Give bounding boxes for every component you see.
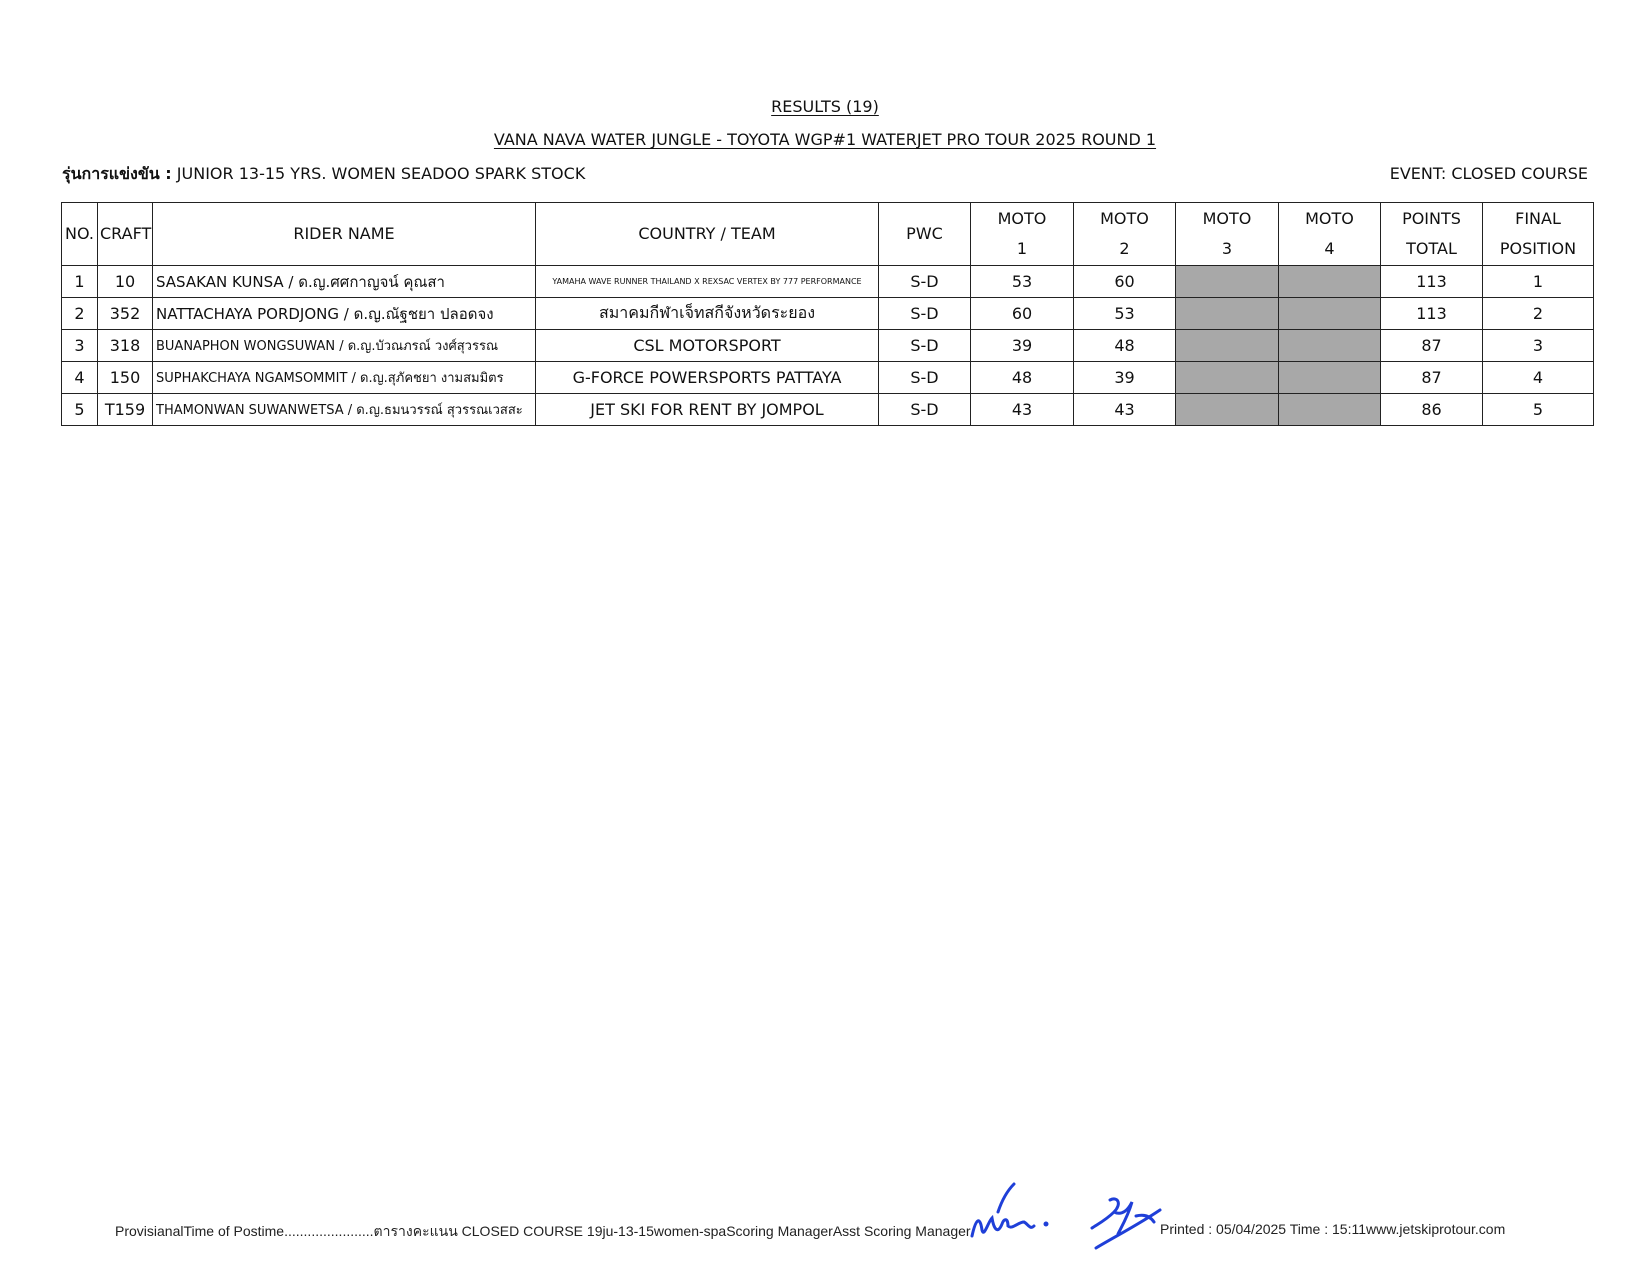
class-label: รุ่นการแข่งขัน : [62, 164, 172, 183]
signature-asst-scoring-manager-icon [1088, 1186, 1168, 1256]
col-header-moto1-top: MOTO [997, 209, 1047, 228]
cell-team: CSL MOTORSPORT [536, 330, 879, 362]
col-header-points-top: POINTS [1402, 209, 1461, 228]
cell-moto2: 39 [1074, 362, 1176, 394]
class-line [62, 162, 585, 187]
col-header-moto4-top: MOTO [1305, 209, 1354, 228]
cell-rider: BUANAPHON WONGSUWAN / ด.ญ.บัวณภรณ์ วงศ์สุวรรณ [153, 330, 536, 362]
cell-pwc: S-D [879, 362, 971, 394]
cell-craft: 352 [98, 298, 153, 330]
col-header-moto2 [1074, 203, 1176, 266]
cell-moto1: 48 [971, 362, 1074, 394]
col-header-moto2-top: MOTO [1100, 209, 1149, 228]
cell-moto4 [1279, 330, 1381, 362]
cell-no: 1 [62, 266, 98, 298]
cell-rider: THAMONWAN SUWANWETSA / ด.ญ.ธมนวรรณ์ สุวรรณเวสสะ [153, 394, 536, 426]
cell-no: 2 [62, 298, 98, 330]
col-header-moto4 [1279, 203, 1381, 266]
cell-craft: 10 [98, 266, 153, 298]
col-header-moto1-bottom: 1 [1016, 239, 1028, 258]
cell-no: 3 [62, 330, 98, 362]
footer-right-text: Printed : 05/04/2025 Time : 15:11www.jetskiprotour.com [1160, 1221, 1506, 1237]
cell-no: 4 [62, 362, 98, 394]
results-title: RESULTS (19) [771, 97, 879, 116]
cell-craft: 150 [98, 362, 153, 394]
col-header-craft: CRAFT [98, 203, 153, 266]
footer-left-text: ProvisianalTime of Postime.......................ตารางคะแนน CLOSED COURSE 19ju-13-15women-spaScoring ManagerAsst Scoring Manager [115, 1223, 971, 1239]
cell-moto2: 48 [1074, 330, 1176, 362]
cell-moto4 [1279, 394, 1381, 426]
cell-moto3 [1176, 298, 1279, 330]
cell-craft: 318 [98, 330, 153, 362]
col-header-moto4-bottom: 4 [1324, 239, 1335, 258]
cell-position: 4 [1483, 362, 1594, 394]
cell-moto2: 43 [1074, 394, 1176, 426]
cell-moto2: 53 [1074, 298, 1176, 330]
cell-moto1: 43 [971, 394, 1074, 426]
col-header-points [1381, 203, 1483, 266]
cell-moto4 [1279, 362, 1381, 394]
cell-total: 86 [1381, 394, 1483, 426]
cell-moto4 [1279, 266, 1381, 298]
cell-pwc: S-D [879, 394, 971, 426]
col-header-moto1 [971, 203, 1074, 266]
table-row [62, 298, 1594, 330]
results-table [61, 202, 1594, 426]
col-header-points-bottom: TOTAL [1406, 239, 1457, 258]
cell-team: JET SKI FOR RENT BY JOMPOL [536, 394, 879, 426]
col-header-final-top: FINAL [1515, 209, 1561, 228]
cell-pwc: S-D [879, 330, 971, 362]
table-header-row [62, 203, 1594, 266]
cell-rider: SASAKAN KUNSA / ด.ญ.ศศกาญจน์ คุณสา [153, 266, 536, 298]
cell-team: YAMAHA WAVE RUNNER THAILAND X REXSAC VERTEX BY 777 PERFORMANCE [536, 266, 879, 298]
col-header-rider: RIDER NAME [153, 203, 536, 266]
cell-total: 87 [1381, 330, 1483, 362]
cell-moto2: 60 [1074, 266, 1176, 298]
cell-rider: SUPHAKCHAYA NGAMSOMMIT / ด.ญ.สุภัคชยา งามสมมิตร [153, 362, 536, 394]
table-row [62, 266, 1594, 298]
cell-position: 1 [1483, 266, 1594, 298]
cell-rider: NATTACHAYA PORDJONG / ด.ญ.ณัฐชยา ปลอดจง [153, 298, 536, 330]
col-header-no: NO. [62, 203, 98, 266]
cell-total: 87 [1381, 362, 1483, 394]
cell-position: 2 [1483, 298, 1594, 330]
cell-moto1: 60 [971, 298, 1074, 330]
col-header-final-bottom: POSITION [1499, 239, 1577, 258]
cell-pwc: S-D [879, 298, 971, 330]
cell-total: 113 [1381, 266, 1483, 298]
col-header-moto3-bottom: 3 [1221, 239, 1233, 258]
table-row [62, 362, 1594, 394]
cell-no: 5 [62, 394, 98, 426]
cell-moto3 [1176, 266, 1279, 298]
cell-moto4 [1279, 298, 1381, 330]
cell-total: 113 [1381, 298, 1483, 330]
cell-team: สมาคมกีฬาเจ็ทสกีจังหวัดระยอง [536, 298, 879, 330]
table-row [62, 394, 1594, 426]
cell-craft: T159 [98, 394, 153, 426]
col-header-pwc: PWC [879, 203, 971, 266]
cell-pwc: S-D [879, 266, 971, 298]
cell-position: 5 [1483, 394, 1594, 426]
table-row [62, 330, 1594, 362]
col-header-final [1483, 203, 1594, 266]
cell-moto1: 39 [971, 330, 1074, 362]
col-header-moto3-top: MOTO [1202, 209, 1252, 228]
cell-moto3 [1176, 394, 1279, 426]
signature-scoring-manager-icon [968, 1178, 1058, 1248]
col-header-team: COUNTRY / TEAM [536, 203, 879, 266]
cell-moto3 [1176, 362, 1279, 394]
cell-team: G-FORCE POWERSPORTS PATTAYA [536, 362, 879, 394]
cell-moto3 [1176, 330, 1279, 362]
class-name: JUNIOR 13-15 YRS. WOMEN SEADOO SPARK STOCK [176, 164, 586, 183]
event-type: EVENT: CLOSED COURSE [1389, 164, 1588, 183]
col-header-moto3 [1176, 203, 1279, 266]
cell-position: 3 [1483, 330, 1594, 362]
event-title: VANA NAVA WATER JUNGLE - TOYOTA WGP#1 WATERJET PRO TOUR 2025 ROUND 1 [493, 130, 1157, 149]
cell-moto1: 53 [971, 266, 1074, 298]
col-header-moto2-bottom: 2 [1119, 239, 1130, 258]
